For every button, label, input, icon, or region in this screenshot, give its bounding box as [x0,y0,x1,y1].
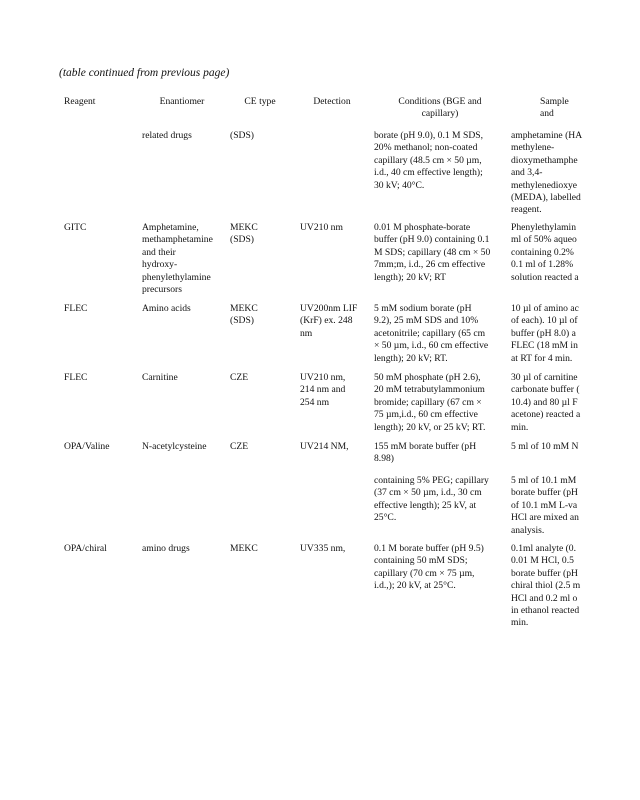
header-ce-type: CE type [244,96,276,107]
header-reagent: Reagent [64,96,96,107]
cell-sample: 0.1ml analyte (0. 0.01 M HCl, 0.5 borate buffer (pH chiral thiol (2.5 m HCl and 0.2 ml o in ethanol reacted min. [511,543,581,629]
cell-sample: 5 ml of 10.1 mM borate buffer (pH of 10.1 mM L-va HCl are mixed an analysis. [511,475,579,536]
cell-reagent: OPA/Valine [64,441,110,452]
cell-ce-type: CZE [230,372,249,383]
cell-ce-type: (SDS) [230,130,254,141]
cell-conditions: borate (pH 9.0), 0.1 M SDS, 20% methanol; non-coated capillary (48.5 cm × 50 µm, i.d., 40 cm effective length); 30 kV; 40°C. [374,130,483,191]
cell-conditions: 5 mM sodium borate (pH 9.2), 25 mM SDS and 10% acetonitrile; capillary (65 cm × 50 µm, i.d., 60 cm effective length); 20 kV; RT. [374,303,489,364]
cell-conditions: 155 mM borate buffer (pH 8.98) [374,441,477,465]
cell-detection: UV214 NM, [300,441,349,452]
cell-ce-type: MEKC [230,543,258,554]
cell-sample: 10 µl of amino ac of each). 10 µl of buffer (pH 8.0) a FLEC (18 mM in at RT for 4 min. [511,303,579,364]
cell-reagent: FLEC [64,303,88,314]
cell-conditions: 0.01 M phosphate-borate buffer (pH 9.0) containing 0.1 M SDS; capillary (48 cm × 50 7mm;m, i.d., 26 cm effective length); 20 kV; RT [374,222,491,283]
cell-sample: 5 ml of 10 mM N [511,441,579,452]
cell-reagent: OPA/chiral [64,543,107,554]
cell-detection: UV200nm LIF (KrF) ex. 248 nm [300,303,358,339]
header-enantiomer: Enantiomer [159,96,205,107]
cell-sample: Phenylethylamin ml of 50% aqueo containing 0.2% 0.1 ml of 1.28% solution reacted a [511,222,579,283]
cell-enantiomer: related drugs [142,130,192,141]
header-conditions: Conditions (BGE and capillary) [398,96,482,120]
cell-enantiomer: Amino acids [142,303,191,314]
cell-reagent: GITC [64,222,87,233]
header-detection: Detection [313,96,351,107]
cell-enantiomer: Carnitine [142,372,178,383]
cell-sample: 30 µl of carnitine carbonate buffer ( 10.4) and 80 µl F acetone) reacted a min. [511,372,581,433]
header-sample: Sample and [540,96,569,120]
cell-detection: UV210 nm [300,222,343,233]
cell-conditions: 0.1 M borate buffer (pH 9.5) containing 50 mM SDS; capillary (70 cm × 75 µm, i.d.,); 20 kV, at 25°C. [374,543,484,592]
table-caption: (table continued from previous page) [59,67,230,79]
cell-ce-type: MEKC (SDS) [230,222,258,246]
cell-sample: amphetamine (HA methylene- dioxymethamphe and 3,4- methylenedioxye (MEDA), labelled reagent. [511,130,583,216]
cell-conditions: containing 5% PEG; capillary (37 cm × 50 µm, i.d., 30 cm effective length); 25 kV, at 25°C. [374,475,489,524]
cell-enantiomer: N-acetylcysteine [142,441,207,452]
cell-ce-type: MEKC (SDS) [230,303,258,327]
cell-enantiomer: Amphetamine, methamphetamine and their hydroxy- phenylethylamine precursors [142,222,213,296]
cell-enantiomer: amino drugs [142,543,190,554]
cell-ce-type: CZE [230,441,249,452]
cell-detection: UV210 nm, 214 nm and 254 nm [300,372,346,408]
cell-reagent: FLEC [64,372,88,383]
cell-detection: UV335 nm, [300,543,346,554]
cell-conditions: 50 mM phosphate (pH 2.6), 20 mM tetrabutylammonium bromide; capillary (67 cm × 75 µm,i.d., 60 cm effective length); 20 kV, or 25 kV; RT. [374,372,486,433]
